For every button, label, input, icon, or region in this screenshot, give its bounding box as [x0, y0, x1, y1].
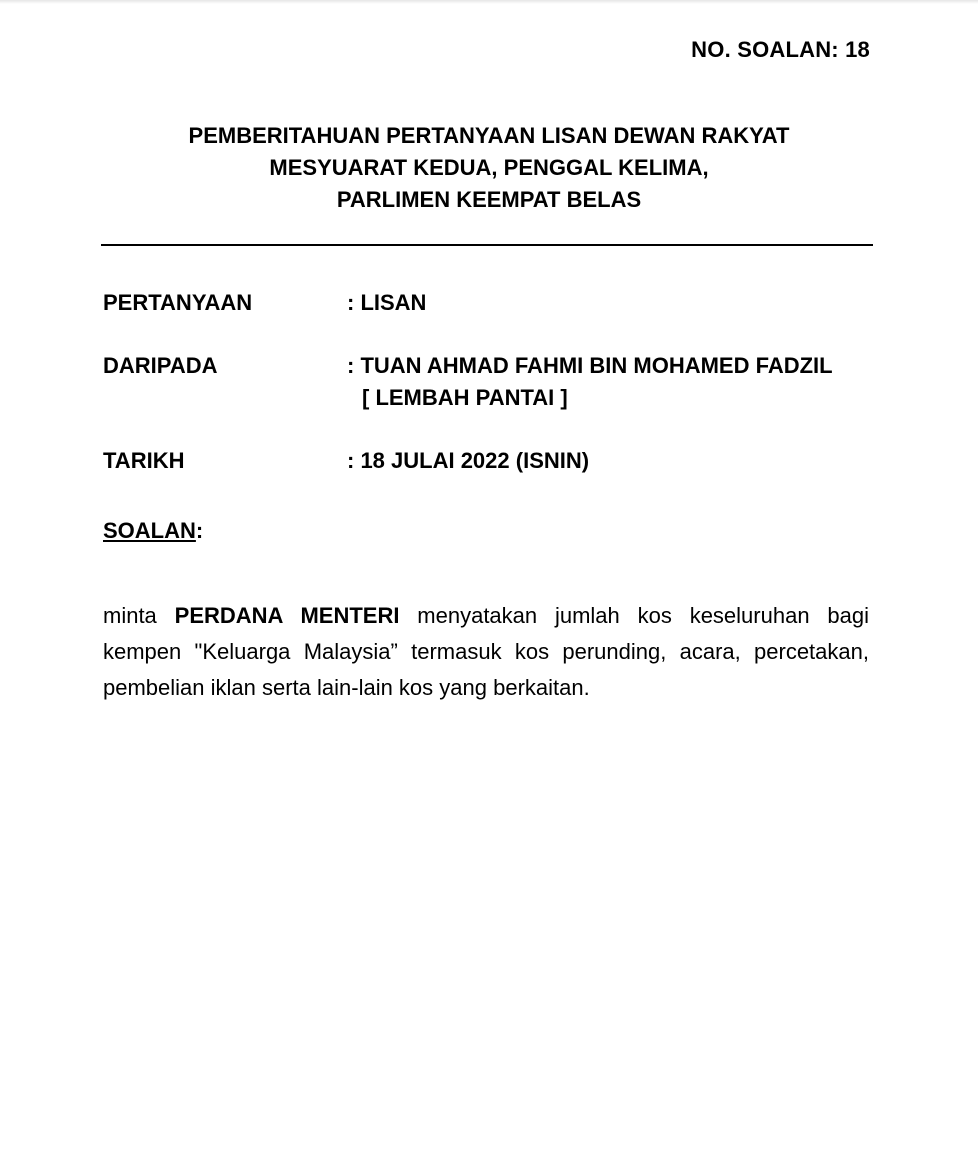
- field-value-tarikh: [347, 445, 589, 477]
- question-number: NO. SOALAN: 18: [691, 37, 870, 62]
- field-label-pertanyaan: PERTANYAAN: [103, 290, 253, 315]
- heading-divider: [101, 244, 873, 246]
- heading-line-2: MESYUARAT KEDUA, PENGGAL KELIMA,: [269, 155, 709, 180]
- field-value-daripada-constituency: [ LEMBAH PANTAI ]: [362, 385, 568, 410]
- heading-line-3: PARLIMEN KEEMPAT BELAS: [336, 187, 642, 212]
- field-label-tarikh: TARIKH: [103, 448, 185, 473]
- soalan-heading-colon: :: [195, 518, 204, 543]
- question-intro: minta: [103, 603, 175, 628]
- question-body: menyatakan jumlah kos keseluruhan bagi kempen "Keluarga Malaysia” termasuk kos perunding, acara, percetakan, pembelian iklan serta lain-lain kos yang berkaitan.: [103, 603, 869, 700]
- soalan-heading-label: SOALAN: [103, 518, 196, 543]
- document-heading: [0, 120, 978, 216]
- field-value-pertanyaan: [347, 287, 426, 319]
- page-top-edge: [0, 0, 978, 4]
- field-label-daripada: DARIPADA: [103, 353, 218, 378]
- heading-line-1: PEMBERITAHUAN PERTANYAAN LISAN DEWAN RAKYAT: [188, 123, 790, 148]
- question-text: [103, 598, 869, 706]
- field-value-daripada: [347, 350, 833, 414]
- soalan-heading: [103, 518, 203, 544]
- field-value-daripada-name: : TUAN AHMAD FAHMI BIN MOHAMED FADZIL: [347, 353, 833, 378]
- field-value-pertanyaan-text: : LISAN: [347, 290, 427, 315]
- field-value-tarikh-text: : 18 JULAI 2022 (ISNIN): [347, 448, 590, 473]
- question-addressee: PERDANA MENTERI: [174, 603, 400, 628]
